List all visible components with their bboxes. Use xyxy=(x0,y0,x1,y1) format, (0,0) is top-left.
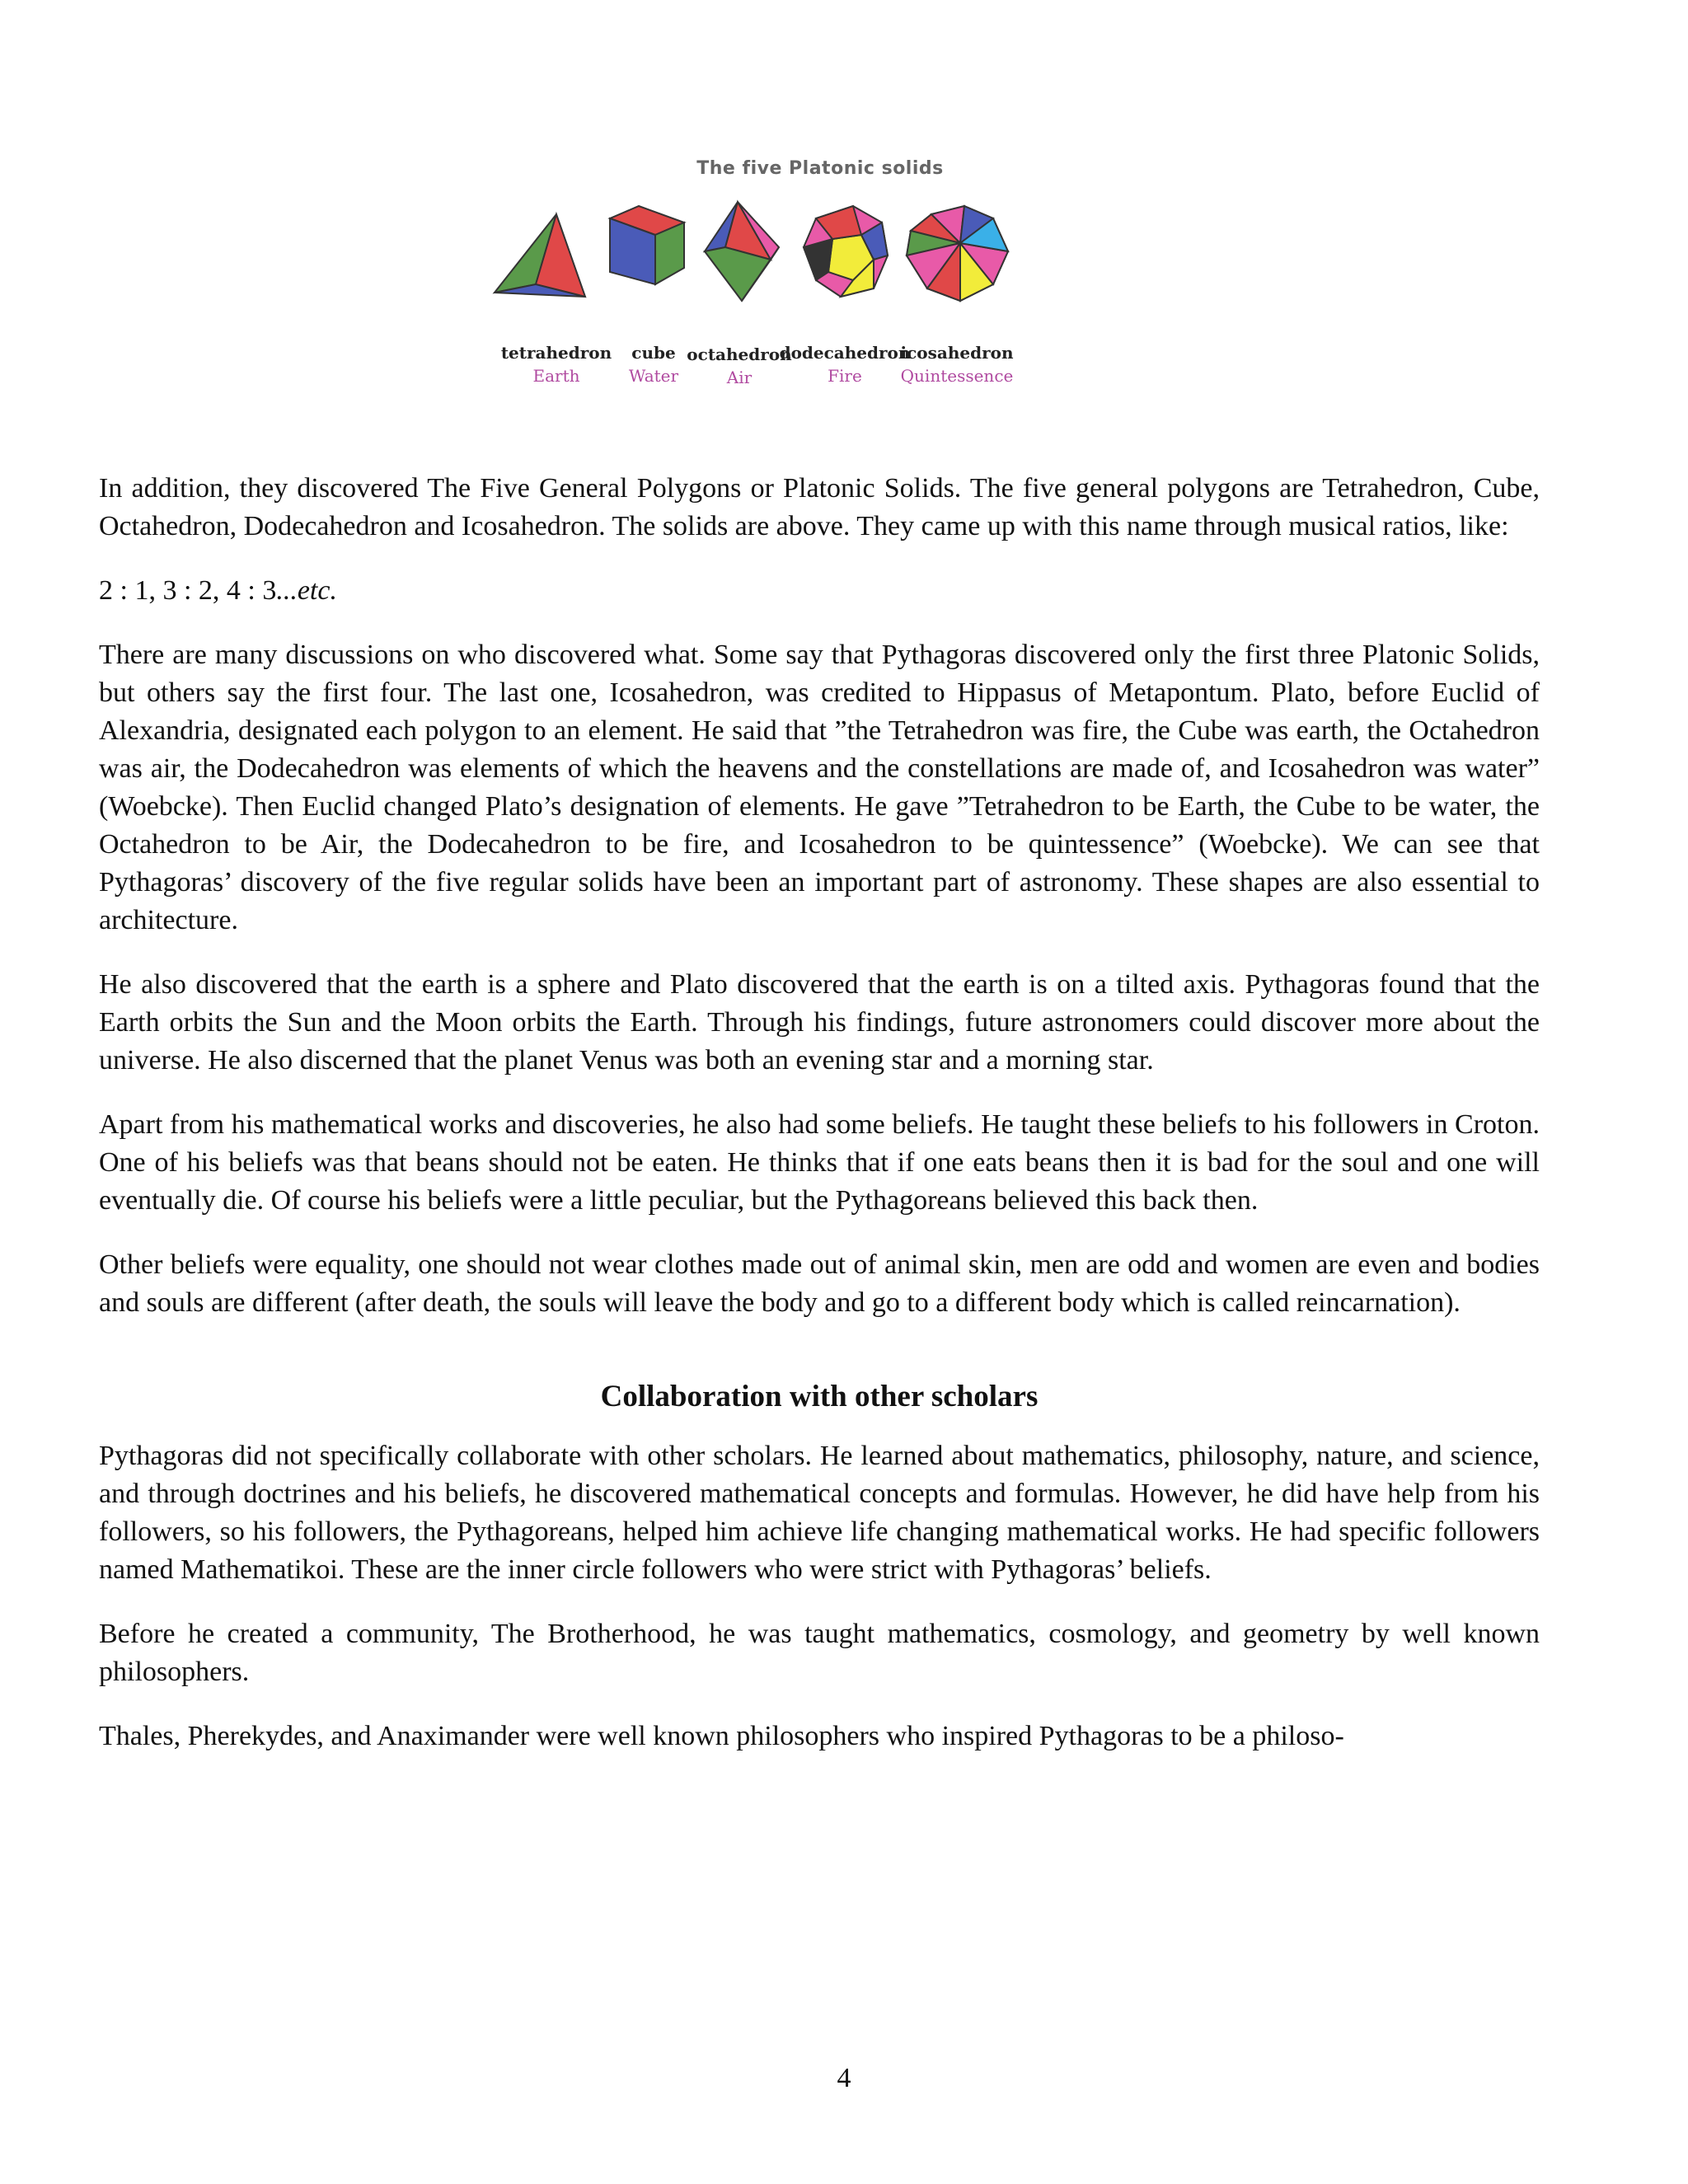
platonic-solids-figure xyxy=(486,148,1162,404)
page-number: 4 xyxy=(837,2063,851,2093)
solid-label-cube: cube xyxy=(631,343,676,363)
dodecahedron-shape xyxy=(804,206,888,297)
solid-label-octahedron: octahedron xyxy=(687,344,792,364)
element-label-quintessence: Quintessence xyxy=(900,366,1014,386)
paragraph-philosophers: Thales, Pherekydes, and Anaximander were well known philosophers who inspired Pythagoras to be a philoso- xyxy=(99,1721,1344,1751)
paragraph-discovery-discussion: There are many discussions on who discovered what. Some say that Pythagoras discovered only the first three Platonic Solids, but others say the first four. The last one, Icosahedron, was credited to Hippasus of Metapontum. Plato, before Euclid of Alexandria, designated each polygon to an element. He said that ”the Tetrahedron was fire, the Cube was earth, the Octahedron was air, the Dodecahedron was elements of which the heavens and the constellations are made of, and Icosahedron was water” (Woebcke). Then Euclid changed Plato’s designation of elements. He gave ”Tetrahedron to be Earth, the Cube to be water, the Octahedron to be Air, the Dodecahedron to be fire, and Icosahedron to be quintessence” (Woebcke). We can see that Pythagoras’ discovery of the five regular solids have been an important part of astronomy. These shapes are also essential to architecture. xyxy=(99,640,1540,935)
cube-shape xyxy=(610,206,684,284)
section-heading-collaboration: Collaboration with other scholars xyxy=(600,1380,1039,1413)
ratio-values: 2 : 1, 3 : 2, 4 : 3 xyxy=(99,575,277,606)
element-label-air: Air xyxy=(726,368,753,387)
figure-title: The five Platonic solids xyxy=(696,158,944,179)
octahedron-shape xyxy=(705,202,779,301)
icosahedron-shape xyxy=(907,206,1008,301)
paragraph-beliefs: Apart from his mathematical works and discoveries, he also had some beliefs. He taught these beliefs to his followers in Croton. One of his beliefs was that beans should not be eaten. He thinks that if one eats beans then it is bad for the soul and one will eventually die. Of course his beliefs were a little peculiar, but the Pythagoreans believed this back then. xyxy=(99,1109,1540,1216)
musical-ratios xyxy=(99,572,1540,610)
paragraph-collaboration: Pythagoras did not specifically collaborate with other scholars. He learned about mathematics, philosophy, nature, and science, and through doctrines and his beliefs, he discovered mathematical concepts and formulas. However, he did have help from his followers, so his followers, the Pythagoreans, helped him achieve life changing mathematical works. He had specific followers named Mathematikoi. These are the inner circle followers who were strict with Pythagoras’ beliefs. xyxy=(99,1441,1540,1585)
solid-label-dodecahedron: dodecahedron xyxy=(779,343,911,363)
solid-label-tetrahedron: tetrahedron xyxy=(500,343,612,363)
paragraph-other-beliefs: Other beliefs were equality, one should not wear clothes made out of animal skin, men are odd and women are even and bodies and souls are different (after death, the souls will leave the body and go to a different body which is called reincarnation). xyxy=(99,1249,1540,1318)
tetrahedron-shape xyxy=(495,214,585,297)
document-body xyxy=(99,470,1540,1782)
element-label-water: Water xyxy=(628,366,679,386)
solid-label-icosahedron: icosahedron xyxy=(900,343,1014,363)
paragraph-brotherhood: Before he created a community, The Brotherhood, he was taught mathematics, cosmology, and geometry by well known philosophers. xyxy=(99,1619,1540,1687)
element-label-fire: Fire xyxy=(828,366,862,386)
paragraph-astronomy: He also discovered that the earth is a sphere and Plato discovered that the earth is on a tilted axis. Pythagoras found that the Earth orbits the Sun and the Moon orbits the Earth. Through his findings, future astronomers could discover more about the universe. He also discerned that the planet Venus was both an evening star and a morning star. xyxy=(99,969,1540,1076)
paragraph-platonic-solids: In addition, they discovered The Five General Polygons or Platonic Solids. The five general polygons are Tetrahedron, Cube, Octahedron, Dodecahedron and Icosahedron. The solids are above. They came up with this name through musical ratios, like: xyxy=(99,473,1540,541)
ratio-suffix: ...etc. xyxy=(276,575,337,606)
element-label-earth: Earth xyxy=(532,366,580,386)
